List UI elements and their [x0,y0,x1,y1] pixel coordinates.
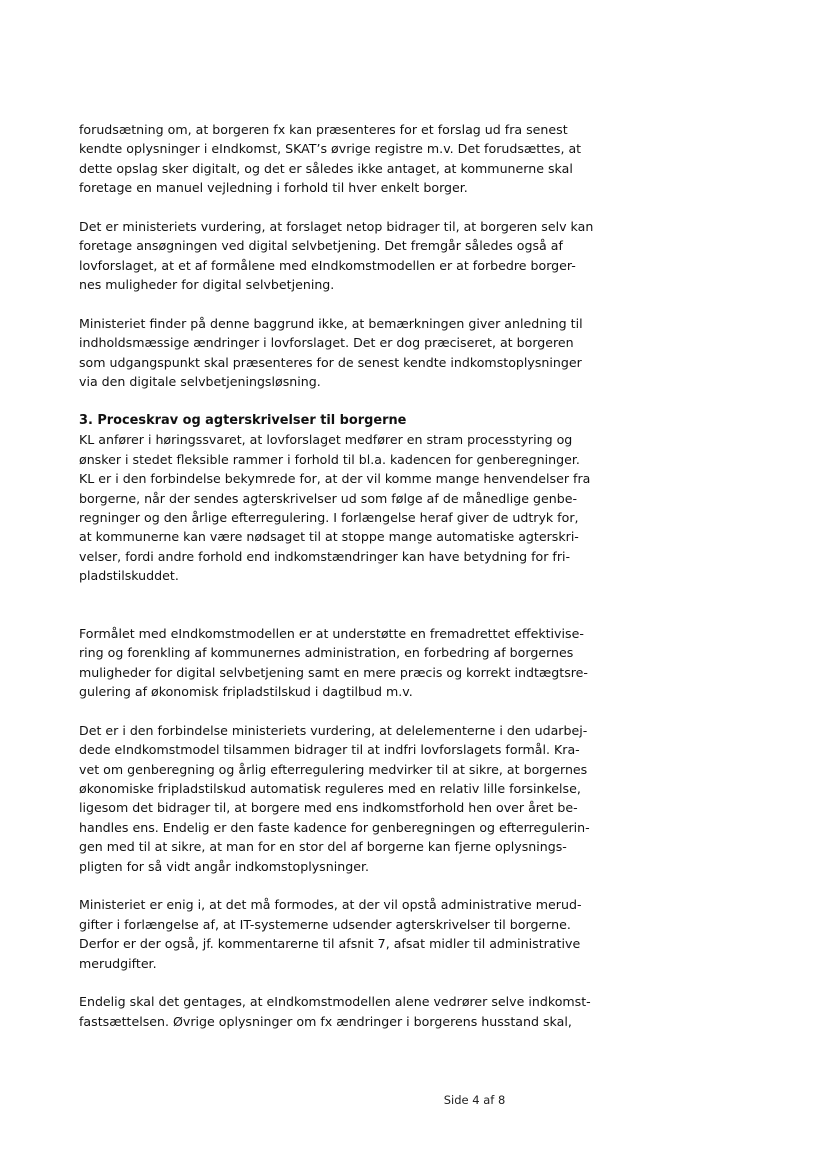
document-page [79,120,614,1031]
text-line: ligesom det bidrager til, at borgere med ens indkomstforhold hen over året be- [79,800,578,816]
text-line: gifter i forlængelse af, at IT-systemerne udsender agterskrivelser til borgerne. [79,916,571,932]
paragraph-4 [79,624,614,702]
text-line: merudgifter. [79,955,157,971]
text-line: forudsætning om, at borgeren fx kan præsenteres for et forslag ud fra senest [79,122,568,137]
section-heading: 3. Proceskrav og agterskrivelser til borgerne [79,413,407,429]
text-line: muligheder for digital selvbetjening samt en mere præcis og korrekt indtægtsre- [79,664,588,680]
text-line: ring og forenkling af kommunernes administration, en forbedring af borgernes [79,645,574,661]
text-line: borgerne, når der sendes agterskrivelser ud som følge af de månedlige genbe- [79,490,578,506]
text-line: som udgangspunkt skal præsenteres for de senest kendte indkomstoplysninger [79,354,582,370]
text-line: kendte oplysninger i eIndkomst, SKAT’s øvrige registre m.v. Det forudsættes, at [79,141,582,157]
text-line: lovforslaget, at et af formålene med eIndkomstmodellen er at forbedre borger- [79,257,576,273]
text-line: KL anfører i høringssvaret, at lovforslaget medfører en stram processtyring og [79,432,573,448]
text-line: pladstilskuddet. [79,568,179,584]
text-line: via den digitale selvbetjeningsløsning. [79,374,321,390]
text-line: Formålet med eIndkomstmodellen er at understøtte en fremadrettet effektivise- [79,625,584,641]
text-line: regninger og den årlige efterregulering. I forlængelse heraf giver de udtryk for, [79,510,579,526]
text-line: dede eIndkomstmodel tilsammen bidrager til at indfri lovforslagets formål. Kra- [79,742,580,758]
text-line: ønsker i stedet fleksible rammer i forhold til bl.a. kadencen for genberegninger. [79,451,580,467]
text-line: dette opslag sker digitalt, og det er således ikke antaget, at kommunerne skal [79,160,573,176]
page-number: Side 4 af 8 [443,1093,506,1107]
section-3 [79,411,614,586]
text-line: Det er i den forbindelse ministeriets vurdering, at delelementerne i den udarbej- [79,722,588,738]
paragraph-5 [79,721,614,876]
text-line: indholdsmæssige ændringer i lovforslaget. Det er dog præciseret, at borgeren [79,335,574,351]
text-line: Ministeriet er enig i, at det må formodes, at der vil opstå administrative merud- [79,897,582,913]
paragraph-7 [79,992,614,1031]
text-line: at kommunerne kan være nødsaget til at stoppe mange automatiske agterskri- [79,529,579,545]
text-line: fastsættelsen. Øvrige oplysninger om fx ændringer i borgerens husstand skal, [79,1013,572,1029]
text-line: gen med til at sikre, at man for en stor del af borgerne kan fjerne oplysnings- [79,839,567,855]
text-line: handles ens. Endelig er den faste kadence for genberegningen og efterregulerin- [79,819,590,835]
text-line: nes muligheder for digital selvbetjening. [79,277,335,293]
text-line: foretage ansøgningen ved digital selvbetjening. Det fremgår således også af [79,238,563,254]
paragraph-6 [79,895,614,973]
paragraph-2 [79,217,614,295]
text-line: foretage en manuel vejledning i forhold til hver enkelt borger. [79,180,468,196]
paragraph-1 [79,120,614,198]
text-line: økonomiske fripladstilskud automatisk reguleres med en relativ lille forsinkelse, [79,780,581,796]
text-line: Derfor er der også, jf. kommentarerne til afsnit 7, afsat midler til administrative [79,936,581,952]
text-line: vet om genberegning og årlig efterregulering medvirker til at sikre, at borgernes [79,761,588,777]
text-line: pligten for så vidt angår indkomstoplysninger. [79,858,369,874]
paragraph-3 [79,314,614,392]
text-line: Endelig skal det gentages, at eIndkomstmodellen alene vedrører selve indkomst- [79,994,591,1010]
text-line: velser, fordi andre forhold end indkomstændringer kan have betydning for fri- [79,548,571,564]
page-footer [0,1093,827,1107]
text-line: gulering af økonomisk fripladstilskud i dagtilbud m.v. [79,683,413,699]
text-line: KL er i den forbindelse bekymrede for, at der vil komme mange henvendelser fra [79,471,591,487]
text-line: Det er ministeriets vurdering, at forslaget netop bidrager til, at borgeren selv kan [79,219,594,235]
text-line: Ministeriet finder på denne baggrund ikke, at bemærkningen giver anledning til [79,316,583,332]
